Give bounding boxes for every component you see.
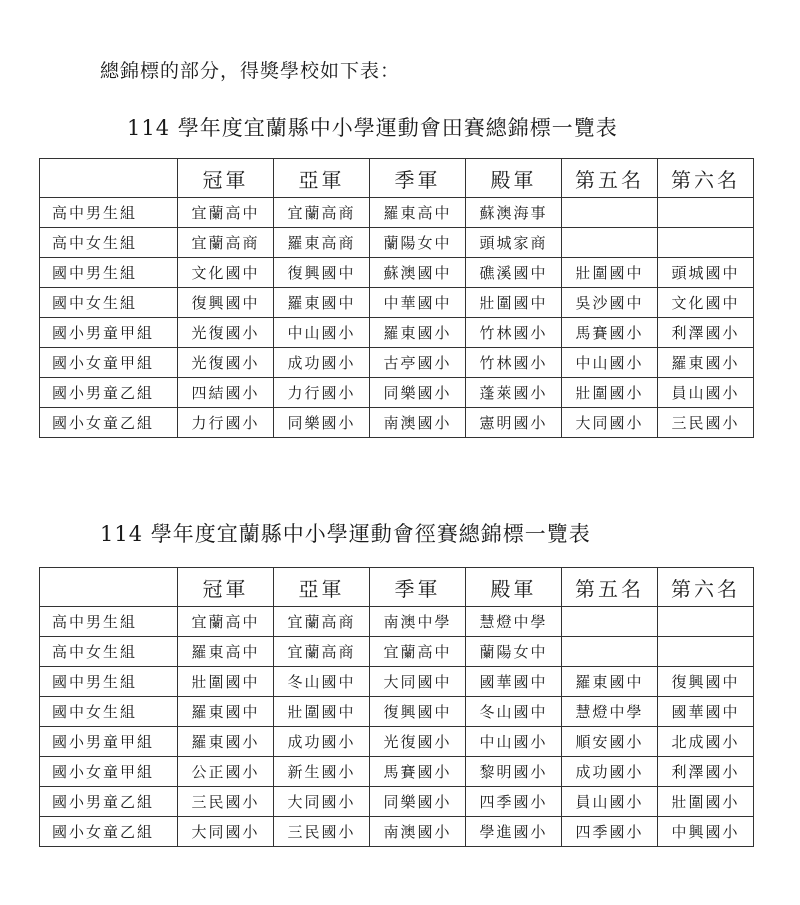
group-label-cell: 國小女童甲組 [40, 348, 178, 378]
table-row [40, 667, 754, 697]
school-cell: 宜蘭高商 [274, 198, 370, 228]
table-row [40, 288, 754, 318]
school-cell [658, 637, 754, 667]
school-cell: 羅東國小 [658, 348, 754, 378]
school-cell: 壯圍國中 [562, 258, 658, 288]
school-cell: 蘇澳國中 [370, 258, 466, 288]
group-label-cell: 國中男生組 [40, 667, 178, 697]
school-cell: 四季國小 [562, 817, 658, 847]
school-cell: 學進國小 [466, 817, 562, 847]
table-row [40, 787, 754, 817]
school-cell: 復興國中 [370, 697, 466, 727]
school-cell: 南澳國小 [370, 408, 466, 438]
school-cell: 吳沙國中 [562, 288, 658, 318]
group-label-cell: 高中女生組 [40, 228, 178, 258]
school-cell: 中華國中 [370, 288, 466, 318]
school-cell: 順安國小 [562, 727, 658, 757]
table-header-row [40, 568, 754, 607]
school-cell: 憲明國小 [466, 408, 562, 438]
school-cell: 四結國小 [178, 378, 274, 408]
school-cell: 國華國中 [658, 697, 754, 727]
table-row [40, 817, 754, 847]
group-label-cell: 國小女童乙組 [40, 408, 178, 438]
school-cell: 員山國小 [658, 378, 754, 408]
school-cell: 冬山國中 [466, 697, 562, 727]
school-cell: 蓬萊國小 [466, 378, 562, 408]
header-runner-up: 亞軍 [274, 159, 370, 198]
school-cell: 蘭陽女中 [370, 228, 466, 258]
header-third: 季軍 [370, 568, 466, 607]
table-row [40, 408, 754, 438]
group-label-cell: 國小男童乙組 [40, 787, 178, 817]
school-cell: 羅東高中 [178, 637, 274, 667]
school-cell: 壯圍國中 [274, 697, 370, 727]
school-cell: 員山國小 [562, 787, 658, 817]
header-runner-up: 亞軍 [274, 568, 370, 607]
school-cell: 馬賽國小 [370, 757, 466, 787]
school-cell: 復興國中 [658, 667, 754, 697]
table-row [40, 637, 754, 667]
school-cell: 壯圍國小 [562, 378, 658, 408]
school-cell: 成功國小 [274, 727, 370, 757]
group-label-cell: 高中男生組 [40, 198, 178, 228]
school-cell: 慧燈中學 [466, 607, 562, 637]
school-cell: 冬山國中 [274, 667, 370, 697]
school-cell: 大同國小 [178, 817, 274, 847]
school-cell: 光復國小 [370, 727, 466, 757]
school-cell: 復興國中 [178, 288, 274, 318]
header-corner-cell [40, 159, 178, 198]
school-cell: 三民國小 [178, 787, 274, 817]
school-cell: 壯圍國小 [658, 787, 754, 817]
group-label-cell: 國小男童甲組 [40, 318, 178, 348]
table-row [40, 757, 754, 787]
school-cell: 大同國小 [562, 408, 658, 438]
school-cell: 大同國小 [274, 787, 370, 817]
school-cell: 羅東國中 [178, 697, 274, 727]
group-label-cell: 國中女生組 [40, 697, 178, 727]
school-cell: 羅東高中 [370, 198, 466, 228]
group-label-cell: 國中男生組 [40, 258, 178, 288]
school-cell: 國華國中 [466, 667, 562, 697]
intro-text: 總錦標的部分，得獎學校如下表： [100, 60, 401, 82]
school-cell: 中山國小 [466, 727, 562, 757]
school-cell: 宜蘭高商 [178, 228, 274, 258]
table-header-row [40, 159, 754, 198]
school-cell: 宜蘭高中 [370, 637, 466, 667]
header-sixth: 第六名 [658, 159, 754, 198]
school-cell: 礁溪國中 [466, 258, 562, 288]
school-cell: 文化國中 [178, 258, 274, 288]
header-sixth: 第六名 [658, 568, 754, 607]
field-events-table-caption: 114 學年度宜蘭縣中小學運動會田賽總錦標一覽表 [127, 116, 618, 140]
table-row [40, 318, 754, 348]
school-cell: 大同國中 [370, 667, 466, 697]
header-champion: 冠軍 [178, 568, 274, 607]
school-cell: 南澳國小 [370, 817, 466, 847]
table-row [40, 378, 754, 408]
header-fifth: 第五名 [562, 159, 658, 198]
track-events-table-caption: 114 學年度宜蘭縣中小學運動會徑賽總錦標一覽表 [100, 522, 591, 546]
table-row [40, 607, 754, 637]
school-cell: 壯圍國中 [178, 667, 274, 697]
table-row [40, 198, 754, 228]
field-events-results-table [39, 158, 754, 438]
school-cell [658, 198, 754, 228]
school-cell: 利澤國小 [658, 318, 754, 348]
school-cell: 復興國中 [274, 258, 370, 288]
group-label-cell: 國中女生組 [40, 288, 178, 318]
school-cell: 慧燈中學 [562, 697, 658, 727]
school-cell: 力行國小 [178, 408, 274, 438]
school-cell: 壯圍國中 [466, 288, 562, 318]
school-cell: 中山國小 [274, 318, 370, 348]
school-cell [658, 607, 754, 637]
school-cell: 宜蘭高中 [178, 198, 274, 228]
school-cell [562, 607, 658, 637]
school-cell: 羅東國小 [178, 727, 274, 757]
school-cell: 同樂國小 [370, 787, 466, 817]
school-cell: 黎明國小 [466, 757, 562, 787]
group-label-cell: 國小男童乙組 [40, 378, 178, 408]
table-row [40, 348, 754, 378]
school-cell: 同樂國小 [274, 408, 370, 438]
school-cell: 竹林國小 [466, 318, 562, 348]
school-cell: 三民國小 [274, 817, 370, 847]
table-row [40, 727, 754, 757]
school-cell [562, 228, 658, 258]
school-cell: 利澤國小 [658, 757, 754, 787]
school-cell: 三民國小 [658, 408, 754, 438]
school-cell [658, 228, 754, 258]
group-label-cell: 國小女童乙組 [40, 817, 178, 847]
school-cell: 蘭陽女中 [466, 637, 562, 667]
school-cell: 光復國小 [178, 318, 274, 348]
table-row [40, 228, 754, 258]
school-cell: 成功國小 [562, 757, 658, 787]
header-fourth: 殿軍 [466, 568, 562, 607]
table-row [40, 258, 754, 288]
group-label-cell: 高中男生組 [40, 607, 178, 637]
school-cell: 成功國小 [274, 348, 370, 378]
school-cell: 中山國小 [562, 348, 658, 378]
school-cell [562, 198, 658, 228]
school-cell: 羅東國中 [562, 667, 658, 697]
school-cell: 宜蘭高商 [274, 637, 370, 667]
header-fifth: 第五名 [562, 568, 658, 607]
school-cell: 竹林國小 [466, 348, 562, 378]
school-cell: 中興國小 [658, 817, 754, 847]
school-cell: 頭城家商 [466, 228, 562, 258]
school-cell: 力行國小 [274, 378, 370, 408]
group-label-cell: 國小男童甲組 [40, 727, 178, 757]
school-cell: 頭城國中 [658, 258, 754, 288]
school-cell: 蘇澳海事 [466, 198, 562, 228]
school-cell: 公正國小 [178, 757, 274, 787]
school-cell: 古亭國小 [370, 348, 466, 378]
header-champion: 冠軍 [178, 159, 274, 198]
school-cell: 宜蘭高中 [178, 607, 274, 637]
table-row [40, 697, 754, 727]
group-label-cell: 高中女生組 [40, 637, 178, 667]
school-cell: 羅東高商 [274, 228, 370, 258]
header-third: 季軍 [370, 159, 466, 198]
school-cell: 四季國小 [466, 787, 562, 817]
track-events-results-table [39, 567, 754, 847]
school-cell: 光復國小 [178, 348, 274, 378]
header-fourth: 殿軍 [466, 159, 562, 198]
school-cell: 羅東國中 [274, 288, 370, 318]
school-cell: 南澳中學 [370, 607, 466, 637]
header-corner-cell [40, 568, 178, 607]
school-cell: 羅東國小 [370, 318, 466, 348]
school-cell: 宜蘭高商 [274, 607, 370, 637]
school-cell: 北成國小 [658, 727, 754, 757]
group-label-cell: 國小女童甲組 [40, 757, 178, 787]
school-cell: 文化國中 [658, 288, 754, 318]
school-cell: 新生國小 [274, 757, 370, 787]
school-cell: 同樂國小 [370, 378, 466, 408]
school-cell: 馬賽國小 [562, 318, 658, 348]
school-cell [562, 637, 658, 667]
